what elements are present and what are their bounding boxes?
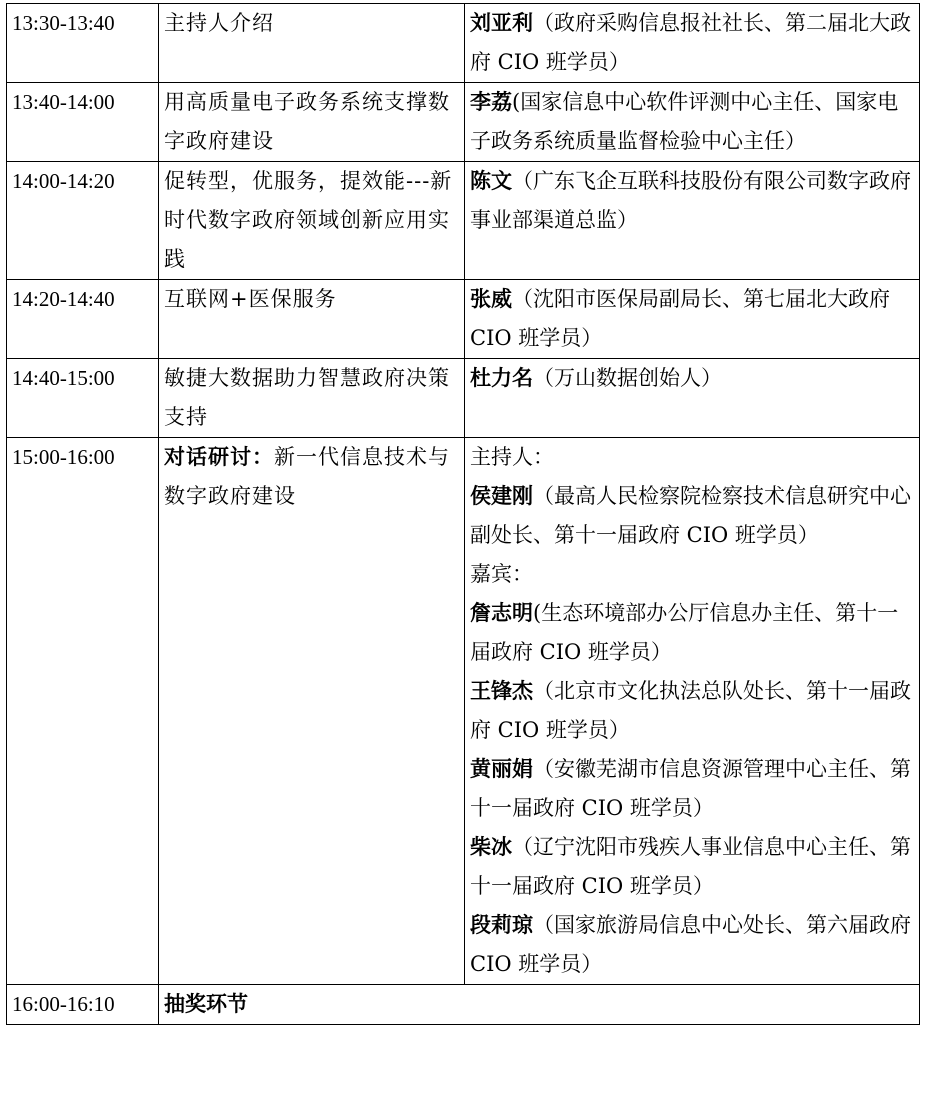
speaker-name: 詹志明 [470,601,533,625]
agenda-row [7,280,920,359]
speaker-name: 陈文 [470,169,512,193]
speaker-desc: （沈阳市医保局副局长、第七届北大政府 CIO 班学员） [470,287,890,350]
speaker-name: 张威 [470,287,512,311]
speaker-desc: （安徽芜湖市信息资源管理中心主任、第十一届政府 CIO 班学员） [470,757,911,820]
time-cell: 14:20-14:40 [7,280,159,359]
host-label: 主持人： [470,445,554,469]
topic-cell: 主持人介绍 [159,4,465,83]
time-cell: 14:00-14:20 [7,162,159,280]
speaker-name: 黄丽娟 [470,757,533,781]
host-entry [470,477,914,555]
speaker-cell [465,4,920,83]
speaker-name: 王锋杰 [470,679,533,703]
time-cell: 16:00-16:10 [7,985,159,1025]
speaker-cell [465,162,920,280]
speaker-desc: （最高人民检察院检察技术信息研究中心副处长、第十一届政府 CIO 班学员） [470,484,911,547]
speaker-desc: （辽宁沈阳市残疾人事业信息中心主任、第十一届政府 CIO 班学员） [470,835,911,898]
guest-entry [470,750,914,828]
speaker-cell [465,83,920,162]
speaker-desc: （国家旅游局信息中心处长、第六届政府 CIO 班学员） [470,913,911,976]
guest-entry [470,906,914,984]
guests-label: 嘉宾： [470,562,533,586]
guest-entry [470,828,914,906]
speaker-desc: (生态环境部办公厅信息办主任、第十一届政府 CIO 班学员） [470,601,899,664]
topic-label: 对话研讨： [164,445,274,469]
speaker-desc: (国家信息中心软件评测中心主任、国家电子政务系统质量监督检验中心主任） [470,90,899,153]
agenda-row [7,438,920,985]
topic-cell: 用高质量电子政务系统支撑数字政府建设 [159,83,465,162]
agenda-row [7,359,920,438]
time-cell: 14:40-15:00 [7,359,159,438]
time-cell: 15:00-16:00 [7,438,159,985]
agenda-row [7,985,920,1025]
speaker-name: 侯建刚 [470,484,533,508]
speaker-name: 杜力名 [470,366,533,390]
speaker-name: 刘亚利 [470,11,533,35]
speaker-cell [465,280,920,359]
speaker-name: 段莉琼 [470,913,533,937]
speaker-desc: （万山数据创始人） [533,366,722,390]
agenda-row [7,83,920,162]
agenda-table [6,3,920,1025]
agenda-row [7,4,920,83]
speaker-name: 李荔 [470,90,512,114]
time-cell: 13:40-14:00 [7,83,159,162]
speaker-cell [465,359,920,438]
time-cell: 13:30-13:40 [7,4,159,83]
speaker-name: 柴冰 [470,835,512,859]
guest-entry [470,594,914,672]
topic-cell: 促转型，优服务，提效能---新时代数字政府领域创新应用实践 [159,162,465,280]
topic-cell: 抽奖环节 [159,985,920,1025]
guest-entry [470,672,914,750]
topic-cell [159,438,465,985]
agenda-row [7,162,920,280]
topic-cell: 互联网+医保服务 [159,280,465,359]
topic-text: 新一代信息技术与数字政府建设 [164,445,450,508]
speaker-desc: （广东飞企互联科技股份有限公司数字政府事业部渠道总监） [470,169,911,232]
speaker-desc: （北京市文化执法总队处长、第十一届政府 CIO 班学员） [470,679,911,742]
topic-cell: 敏捷大数据助力智慧政府决策支持 [159,359,465,438]
speaker-desc: （政府采购信息报社社长、第二届北大政府 CIO 班学员） [470,11,911,74]
speaker-cell [465,438,920,985]
